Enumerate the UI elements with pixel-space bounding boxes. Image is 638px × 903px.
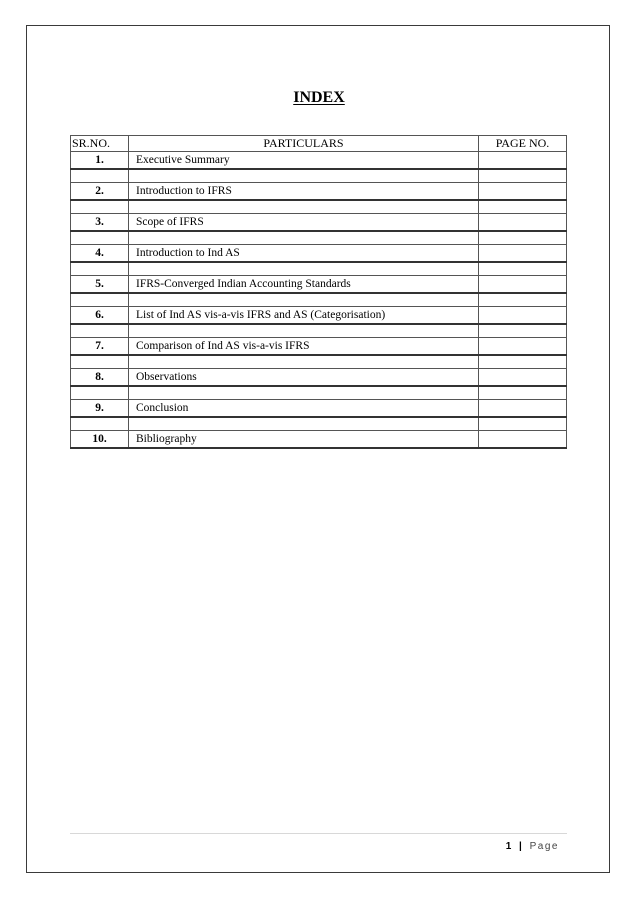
spacer-row <box>71 293 567 307</box>
row-sr-no: 6. <box>71 307 129 325</box>
page-label: Page <box>529 841 559 852</box>
spacer-row <box>71 324 567 338</box>
spacer-row <box>71 169 567 183</box>
table-row <box>71 338 567 356</box>
row-particular: Introduction to Ind AS <box>129 245 479 263</box>
row-page-no <box>479 276 567 294</box>
row-page-no <box>479 214 567 232</box>
header-particulars: PARTICULARS <box>129 136 479 152</box>
row-page-no <box>479 307 567 325</box>
row-sr-no: 3. <box>71 214 129 232</box>
row-particular: Observations <box>129 369 479 387</box>
row-page-no <box>479 338 567 356</box>
spacer-row <box>71 417 567 431</box>
spacer-row <box>71 231 567 245</box>
row-page-no <box>479 245 567 263</box>
row-particular: Conclusion <box>129 400 479 418</box>
page-footer <box>506 841 559 852</box>
row-particular: IFRS-Converged Indian Accounting Standards <box>129 276 479 294</box>
footer-separator: | <box>519 841 524 852</box>
row-particular: Introduction to IFRS <box>129 183 479 201</box>
spacer-row <box>71 386 567 400</box>
table-row <box>71 400 567 418</box>
row-page-no <box>479 152 567 170</box>
spacer-row <box>71 200 567 214</box>
row-particular: Bibliography <box>129 431 479 449</box>
row-page-no <box>479 183 567 201</box>
footer-divider <box>70 833 567 834</box>
row-particular: Comparison of Ind AS vis-a-vis IFRS <box>129 338 479 356</box>
row-sr-no: 5. <box>71 276 129 294</box>
table-row <box>71 369 567 387</box>
row-page-no <box>479 431 567 449</box>
row-page-no <box>479 400 567 418</box>
table-row <box>71 431 567 449</box>
spacer-row <box>71 355 567 369</box>
table-row <box>71 152 567 170</box>
row-particular: Scope of IFRS <box>129 214 479 232</box>
row-sr-no: 7. <box>71 338 129 356</box>
row-sr-no: 1. <box>71 152 129 170</box>
header-page-no: PAGE NO. <box>479 136 567 152</box>
header-sr-no: SR.NO. <box>71 136 129 152</box>
row-particular: List of Ind AS vis-a-vis IFRS and AS (Categorisation) <box>129 307 479 325</box>
row-page-no <box>479 369 567 387</box>
row-sr-no: 2. <box>71 183 129 201</box>
spacer-row <box>71 262 567 276</box>
row-sr-no: 9. <box>71 400 129 418</box>
index-table <box>70 135 567 449</box>
page-title: INDEX <box>293 89 345 106</box>
table-row <box>71 307 567 325</box>
table-row <box>71 214 567 232</box>
page-number: 1 <box>505 841 513 852</box>
table-row <box>71 183 567 201</box>
row-sr-no: 8. <box>71 369 129 387</box>
row-sr-no: 4. <box>71 245 129 263</box>
table-row <box>71 245 567 263</box>
table-header-row <box>71 136 567 152</box>
row-particular: Executive Summary <box>129 152 479 170</box>
row-sr-no: 10. <box>71 431 129 449</box>
table-row <box>71 276 567 294</box>
